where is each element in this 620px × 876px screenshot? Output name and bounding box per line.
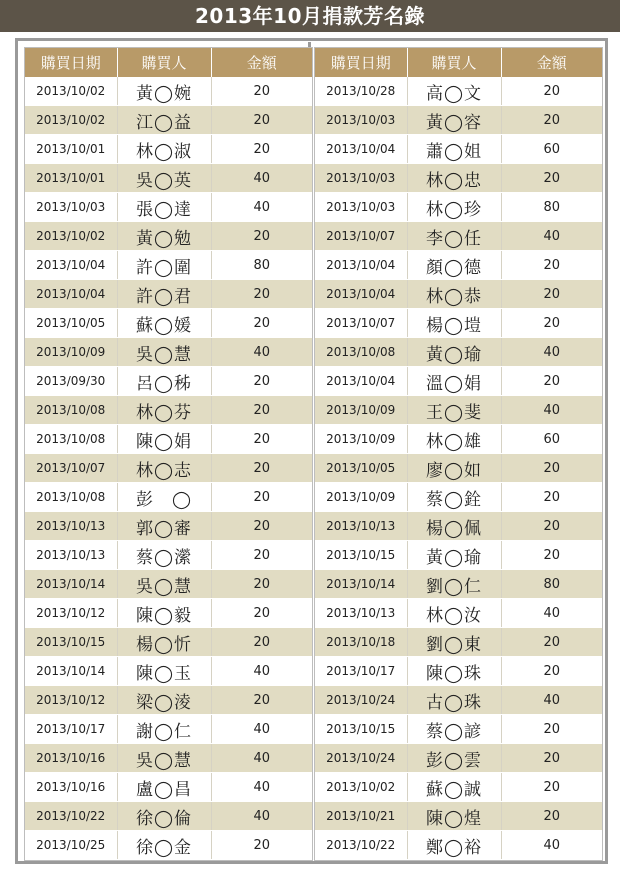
buyer-name-cell: 劉◯仁	[407, 570, 501, 599]
date-cell: 2013/10/04	[315, 135, 407, 164]
table-row	[315, 628, 602, 657]
date-cell: 2013/10/24	[315, 686, 407, 715]
table-row	[25, 396, 312, 425]
table-row	[315, 686, 602, 715]
table-row	[315, 773, 602, 802]
buyer-name-cell: 許◯君	[117, 280, 211, 309]
table-row	[315, 454, 602, 483]
table-row	[25, 367, 312, 396]
amount-cell: 20	[211, 483, 312, 512]
buyer-name-cell: 吳◯慧	[117, 570, 211, 599]
amount-cell: 20	[211, 599, 312, 628]
table-row	[315, 570, 602, 599]
table-row	[315, 135, 602, 164]
buyer-name-cell: 黃◯容	[407, 106, 501, 135]
table-row	[25, 309, 312, 338]
amount-cell: 20	[211, 425, 312, 454]
date-cell: 2013/10/09	[315, 396, 407, 425]
table-row	[315, 831, 602, 860]
buyer-name-cell: 陳◯娟	[117, 425, 211, 454]
date-cell: 2013/10/08	[25, 483, 117, 512]
buyer-name-cell: 彭 ◯	[117, 483, 211, 512]
buyer-name-cell: 古◯珠	[407, 686, 501, 715]
amount-cell: 20	[501, 164, 602, 193]
amount-cell: 40	[501, 686, 602, 715]
buyer-name-cell: 高◯文	[407, 77, 501, 106]
table-row	[315, 541, 602, 570]
amount-cell: 20	[501, 744, 602, 773]
buyer-name-cell: 林◯忠	[407, 164, 501, 193]
amount-cell: 80	[211, 251, 312, 280]
buyer-name-cell: 江◯益	[117, 106, 211, 135]
buyer-name-cell: 黃◯瑜	[407, 338, 501, 367]
date-cell: 2013/10/01	[25, 135, 117, 164]
header-amount: 金額	[501, 48, 602, 77]
date-cell: 2013/10/28	[315, 77, 407, 106]
amount-cell: 40	[501, 338, 602, 367]
buyer-name-cell: 呂◯秭	[117, 367, 211, 396]
right-donor-panel	[314, 47, 603, 861]
date-cell: 2013/10/13	[25, 512, 117, 541]
buyer-name-cell: 楊◯塏	[407, 309, 501, 338]
date-cell: 2013/10/09	[315, 425, 407, 454]
buyer-name-cell: 蕭◯姐	[407, 135, 501, 164]
buyer-name-cell: 廖◯如	[407, 454, 501, 483]
left-donor-panel	[24, 47, 313, 861]
amount-cell: 20	[501, 367, 602, 396]
date-cell: 2013/10/16	[25, 773, 117, 802]
table-row	[25, 541, 312, 570]
amount-cell: 40	[211, 193, 312, 222]
date-cell: 2013/10/02	[25, 222, 117, 251]
table-row	[315, 715, 602, 744]
date-cell: 2013/10/02	[25, 106, 117, 135]
amount-cell: 20	[211, 135, 312, 164]
date-cell: 2013/10/21	[315, 802, 407, 831]
amount-cell: 20	[501, 454, 602, 483]
buyer-name-cell: 林◯恭	[407, 280, 501, 309]
date-cell: 2013/10/04	[315, 251, 407, 280]
date-cell: 2013/10/03	[315, 164, 407, 193]
buyer-name-cell: 吳◯慧	[117, 338, 211, 367]
buyer-name-cell: 楊◯忻	[117, 628, 211, 657]
amount-cell: 40	[211, 715, 312, 744]
date-cell: 2013/10/25	[25, 831, 117, 860]
buyer-name-cell: 蔡◯諺	[407, 715, 501, 744]
amount-cell: 20	[501, 309, 602, 338]
table-row	[25, 657, 312, 686]
date-cell: 2013/10/14	[25, 570, 117, 599]
amount-cell: 20	[211, 454, 312, 483]
buyer-name-cell: 林◯芬	[117, 396, 211, 425]
buyer-name-cell: 吳◯英	[117, 164, 211, 193]
date-cell: 2013/10/12	[25, 686, 117, 715]
date-cell: 2013/10/13	[25, 541, 117, 570]
amount-cell: 40	[501, 396, 602, 425]
amount-cell: 40	[501, 222, 602, 251]
amount-cell: 20	[211, 512, 312, 541]
header-buyer: 購買人	[407, 48, 501, 77]
date-cell: 2013/10/17	[315, 657, 407, 686]
table-row	[25, 802, 312, 831]
table-row	[25, 425, 312, 454]
header-buyer: 購買人	[117, 48, 211, 77]
table-row	[25, 135, 312, 164]
date-cell: 2013/10/22	[25, 802, 117, 831]
table-row	[315, 483, 602, 512]
amount-cell: 20	[211, 541, 312, 570]
buyer-name-cell: 楊◯佩	[407, 512, 501, 541]
table-row	[25, 106, 312, 135]
buyer-name-cell: 蘇◯誠	[407, 773, 501, 802]
buyer-name-cell: 徐◯倫	[117, 802, 211, 831]
amount-cell: 20	[501, 512, 602, 541]
table-row	[25, 570, 312, 599]
buyer-name-cell: 黃◯婉	[117, 77, 211, 106]
buyer-name-cell: 溫◯娟	[407, 367, 501, 396]
amount-cell: 20	[501, 280, 602, 309]
date-cell: 2013/10/13	[315, 599, 407, 628]
buyer-name-cell: 劉◯東	[407, 628, 501, 657]
table-row	[25, 193, 312, 222]
buyer-name-cell: 林◯雄	[407, 425, 501, 454]
buyer-name-cell: 彭◯雲	[407, 744, 501, 773]
date-cell: 2013/10/05	[315, 454, 407, 483]
buyer-name-cell: 蔡◯銓	[407, 483, 501, 512]
amount-cell: 20	[211, 222, 312, 251]
table-row	[315, 396, 602, 425]
amount-cell: 60	[501, 135, 602, 164]
amount-cell: 20	[501, 77, 602, 106]
buyer-name-cell: 謝◯仁	[117, 715, 211, 744]
buyer-name-cell: 徐◯金	[117, 831, 211, 860]
left-donor-table	[25, 48, 312, 860]
table-row	[25, 454, 312, 483]
date-cell: 2013/10/08	[25, 425, 117, 454]
date-cell: 2013/10/03	[25, 193, 117, 222]
table-header-row	[315, 48, 602, 77]
date-cell: 2013/10/18	[315, 628, 407, 657]
buyer-name-cell: 吳◯慧	[117, 744, 211, 773]
table-row	[25, 77, 312, 106]
table-row	[25, 483, 312, 512]
table-row	[25, 686, 312, 715]
amount-cell: 80	[501, 570, 602, 599]
table-row	[25, 222, 312, 251]
table-row	[25, 744, 312, 773]
date-cell: 2013/10/07	[25, 454, 117, 483]
table-row	[25, 773, 312, 802]
amount-cell: 20	[211, 686, 312, 715]
right-donor-table	[315, 48, 602, 860]
table-row	[25, 599, 312, 628]
date-cell: 2013/10/15	[25, 628, 117, 657]
amount-cell: 40	[211, 773, 312, 802]
buyer-name-cell: 林◯汝	[407, 599, 501, 628]
date-cell: 2013/10/16	[25, 744, 117, 773]
date-cell: 2013/10/02	[25, 77, 117, 106]
table-row	[315, 512, 602, 541]
amount-cell: 40	[211, 164, 312, 193]
table-row	[315, 309, 602, 338]
amount-cell: 20	[501, 541, 602, 570]
amount-cell: 20	[501, 715, 602, 744]
table-row	[315, 425, 602, 454]
table-row	[25, 164, 312, 193]
header-amount: 金額	[211, 48, 312, 77]
amount-cell: 20	[501, 657, 602, 686]
amount-cell: 20	[501, 483, 602, 512]
buyer-name-cell: 梁◯淩	[117, 686, 211, 715]
date-cell: 2013/10/12	[25, 599, 117, 628]
table-row	[315, 77, 602, 106]
buyer-name-cell: 王◯斐	[407, 396, 501, 425]
amount-cell: 20	[211, 570, 312, 599]
buyer-name-cell: 陳◯毅	[117, 599, 211, 628]
table-row	[315, 657, 602, 686]
date-cell: 2013/10/09	[315, 483, 407, 512]
date-cell: 2013/09/30	[25, 367, 117, 396]
table-row	[25, 251, 312, 280]
amount-cell: 20	[211, 831, 312, 860]
date-cell: 2013/10/07	[315, 309, 407, 338]
date-cell: 2013/10/22	[315, 831, 407, 860]
table-row	[25, 628, 312, 657]
amount-cell: 20	[211, 309, 312, 338]
date-cell: 2013/10/09	[25, 338, 117, 367]
amount-cell: 20	[501, 628, 602, 657]
table-row	[315, 744, 602, 773]
date-cell: 2013/10/04	[25, 280, 117, 309]
amount-cell: 80	[501, 193, 602, 222]
date-cell: 2013/10/15	[315, 541, 407, 570]
buyer-name-cell: 陳◯煌	[407, 802, 501, 831]
table-row	[315, 338, 602, 367]
table-row	[315, 106, 602, 135]
amount-cell: 20	[501, 251, 602, 280]
buyer-name-cell: 陳◯玉	[117, 657, 211, 686]
header-date: 購買日期	[25, 48, 117, 77]
date-cell: 2013/10/01	[25, 164, 117, 193]
table-row	[25, 338, 312, 367]
table-row	[315, 367, 602, 396]
buyer-name-cell: 顏◯德	[407, 251, 501, 280]
date-cell: 2013/10/14	[25, 657, 117, 686]
right-table-body	[315, 77, 602, 860]
buyer-name-cell: 林◯珍	[407, 193, 501, 222]
table-row	[25, 280, 312, 309]
table-row	[315, 251, 602, 280]
header-date: 購買日期	[315, 48, 407, 77]
buyer-name-cell: 黃◯瑜	[407, 541, 501, 570]
buyer-name-cell: 張◯達	[117, 193, 211, 222]
buyer-name-cell: 郭◯審	[117, 512, 211, 541]
date-cell: 2013/10/17	[25, 715, 117, 744]
table-header-row	[25, 48, 312, 77]
amount-cell: 20	[211, 628, 312, 657]
table-row	[25, 831, 312, 860]
buyer-name-cell: 林◯淑	[117, 135, 211, 164]
date-cell: 2013/10/15	[315, 715, 407, 744]
date-cell: 2013/10/04	[315, 367, 407, 396]
date-cell: 2013/10/05	[25, 309, 117, 338]
date-cell: 2013/10/07	[315, 222, 407, 251]
buyer-name-cell: 蘇◯媛	[117, 309, 211, 338]
table-row	[315, 193, 602, 222]
buyer-name-cell: 許◯圍	[117, 251, 211, 280]
date-cell: 2013/10/08	[315, 338, 407, 367]
table-row	[315, 802, 602, 831]
date-cell: 2013/10/03	[315, 106, 407, 135]
table-row	[25, 715, 312, 744]
amount-cell: 20	[501, 106, 602, 135]
buyer-name-cell: 陳◯珠	[407, 657, 501, 686]
table-row	[315, 280, 602, 309]
amount-cell: 20	[211, 77, 312, 106]
buyer-name-cell: 蔡◯瀠	[117, 541, 211, 570]
table-row	[315, 164, 602, 193]
amount-cell: 40	[211, 802, 312, 831]
amount-cell: 40	[211, 657, 312, 686]
table-row	[315, 599, 602, 628]
amount-cell: 40	[501, 599, 602, 628]
date-cell: 2013/10/08	[25, 396, 117, 425]
amount-cell: 40	[211, 338, 312, 367]
date-cell: 2013/10/04	[25, 251, 117, 280]
date-cell: 2013/10/24	[315, 744, 407, 773]
amount-cell: 20	[211, 280, 312, 309]
table-row	[25, 512, 312, 541]
amount-cell: 20	[501, 773, 602, 802]
amount-cell: 60	[501, 425, 602, 454]
table-row	[315, 222, 602, 251]
date-cell: 2013/10/14	[315, 570, 407, 599]
amount-cell: 20	[501, 802, 602, 831]
buyer-name-cell: 盧◯昌	[117, 773, 211, 802]
page-title: 2013年10月捐款芳名錄	[0, 0, 620, 32]
left-table-body	[25, 77, 312, 860]
buyer-name-cell: 林◯志	[117, 454, 211, 483]
amount-cell: 40	[211, 744, 312, 773]
amount-cell: 20	[211, 396, 312, 425]
date-cell: 2013/10/13	[315, 512, 407, 541]
buyer-name-cell: 黃◯勉	[117, 222, 211, 251]
buyer-name-cell: 李◯任	[407, 222, 501, 251]
buyer-name-cell: 鄭◯裕	[407, 831, 501, 860]
date-cell: 2013/10/04	[315, 280, 407, 309]
date-cell: 2013/10/02	[315, 773, 407, 802]
amount-cell: 40	[501, 831, 602, 860]
amount-cell: 20	[211, 106, 312, 135]
date-cell: 2013/10/03	[315, 193, 407, 222]
amount-cell: 20	[211, 367, 312, 396]
